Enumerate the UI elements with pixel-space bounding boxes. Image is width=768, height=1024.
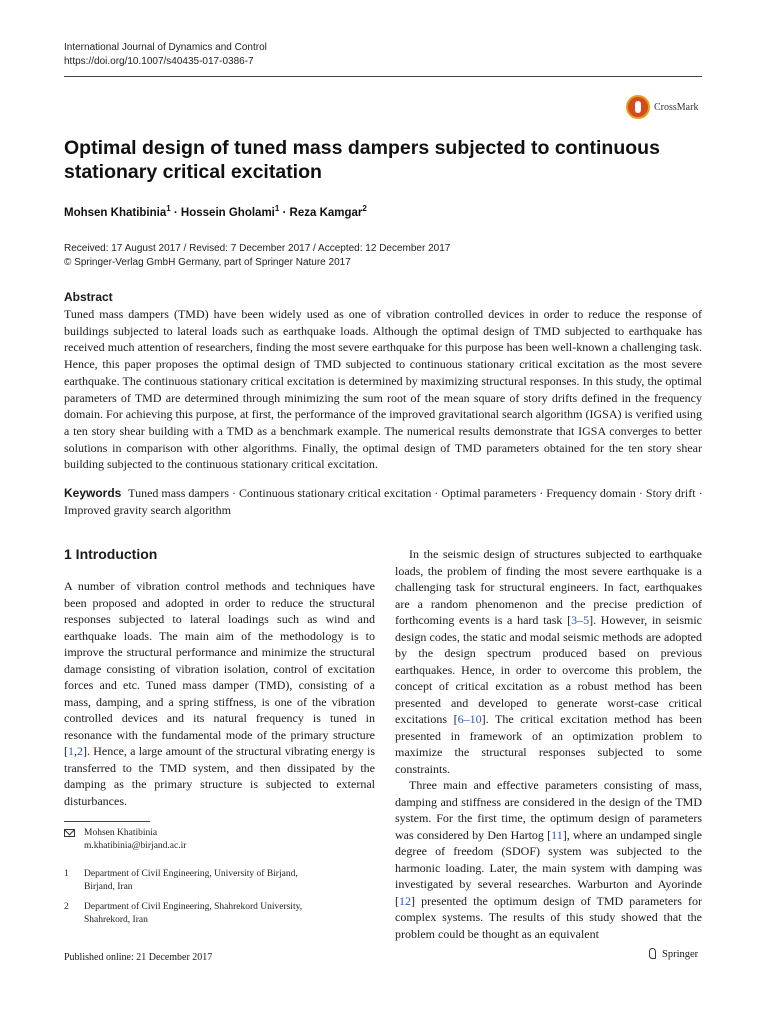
header-divider: [64, 76, 702, 77]
contact-name: Mohsen Khatibinia: [84, 828, 158, 838]
citation-link[interactable]: 3–5: [571, 613, 590, 627]
abstract-heading: Abstract: [64, 290, 113, 304]
contact-email[interactable]: m.khatibinia@birjand.ac.ir: [84, 841, 187, 851]
copyright-line: © Springer-Verlag GmbH Germany, part of Springer Nature 2017: [64, 257, 351, 268]
publisher-name: Springer: [662, 948, 699, 960]
journal-name: International Journal of Dynamics and Control: [64, 42, 267, 53]
crossmark-label: CrossMark: [654, 101, 699, 113]
author-list: Mohsen Khatibinia$^1$ · Hossein Gholami$^1$ · Reza Kamgar$^2$: [64, 204, 367, 219]
author-name[interactable]: Mohsen Khatibinia: [64, 206, 167, 219]
corresponding-author: [84, 827, 186, 853]
springer-horse-icon: [648, 948, 658, 960]
citation-link[interactable]: 12: [399, 893, 411, 908]
keywords: [64, 485, 704, 518]
crossmark-badge[interactable]: [626, 92, 698, 122]
publisher-logo: [648, 948, 698, 960]
keywords-label: Keywords: [64, 486, 122, 500]
citation-link[interactable]: 2: [77, 744, 83, 758]
affiliation-number: 2: [64, 902, 69, 912]
doi-link[interactable]: https://doi.org/10.1007/s40435-017-0386-7: [64, 56, 254, 67]
body-column-right: [395, 546, 702, 942]
abstract-text: Tuned mass dampers (TMD) have been widely used as one of vibration controlled devices in order to reduce the response of buildings subjected to lateral loads such as earthquake loads. Although the optimal design of TMD subjected to earthquake has received much attention of researchers, finding the most severe earthquake for this purpose has been well-known a challenging task. Hence, this paper proposes the optimal design of TMD subjected to continuous stationary critical excitation as the most severe earthquake. The continuous stationary critical excitation is determined by maximizing structural responses. In this study, the optimal parameters of TMD are determined through minimizing the sum root of the mean square of story drifts defined in the frequency domain. For achieving this purpose, at first, the performance of the improved gravitational search algorithm (IGSA) is verified using a ten story shear building with a TMD as a benchmark example. The numerical results demonstrate that IGSA converges to better solutions in comparison with other algorithms. Finally, the optimal design of TMD parameters obtained for the ten story shear building subjected to the continuous stationary critical excitation.: [64, 307, 702, 472]
citation-link[interactable]: 1: [68, 744, 74, 758]
footnote-divider: [64, 821, 150, 822]
paragraph: Three main and effective parameters consisting of mass, damping and stiffness are considered in the design of the TMD system. For the first time, the optimum design of parameters was considered by Den Hartog [11], where an undamped single degree of freedom (SDOF) system was subjected to the harmonic loading. Later, the main system with damping was investigated by several researches. Warburton and Ayorinde [12] presented the optimum design of TMD parameters for complex systems. The results of this study showed that the problem could be thought as an equivalent: [395, 778, 702, 941]
paragraph: In the seismic design of structures subjected to earthquake loads, the problem of finding the most severe earthquake is a challenging task for structural engineers. In fact, earthquakes are a random phenomenon and the precise prediction of forthcoming events is a hard task [3–5]. However, in seismic design codes, the static and modal seismic methods are adopted by the design spectrum produced based on previous earthquakes. Hence, in order to overcome this problem, the concept of critical excitation as a robust method has been presented and developed to generate worst-case critical excitations [6–10]. The critical excitation method has been presented in framework of an optimization problem to maximize the structural responses subjected to some constraints.: [395, 547, 703, 776]
keywords-text: Tuned mass dampers · Continuous stationary critical excitation · Optimal parameters · Frequency domain · Story drift · Improved gravity search algorithm: [64, 486, 703, 517]
author-affiliation-mark: 1: [166, 204, 171, 213]
citation-link[interactable]: 11: [551, 827, 563, 842]
author-name[interactable]: Hossein Gholami: [180, 206, 275, 219]
affiliation-number: 1: [64, 869, 69, 879]
journal-header: [64, 41, 267, 69]
author-affiliation-mark: 2: [362, 204, 367, 213]
affiliation-1: Department of Civil Engineering, University of Birjand, Birjand, Iran: [84, 869, 298, 892]
author-affiliation-mark: 1: [274, 204, 280, 213]
paper-title: Optimal design of tuned mass dampers subjected to continuous stationary critical excitation: [64, 137, 660, 183]
envelope-icon: [64, 829, 75, 837]
crossmark-icon: [626, 95, 650, 119]
author-name[interactable]: Reza Kamgar: [289, 206, 363, 219]
publication-history: [64, 242, 450, 270]
affiliation-2: Department of Civil Engineering, Shahrekord University, Shahrekord, Iran: [84, 902, 303, 925]
section-heading: 1 Introduction: [64, 546, 158, 562]
published-date: Published online: 21 December 2017: [64, 952, 213, 963]
citation-link[interactable]: 6–10: [457, 712, 482, 726]
paragraph: A number of vibration control methods and techniques have been proposed and adopted in order to reduce the structural responses subjected to lateral loadings such as wind and earthquake loads. The main aim of the methodology is to improve the structural performance and minimize the structural damage consisting of vibration isolation, control of excitation forces and etc. Tuned mass damper (TMD), consisting of a mass, damping, and a spring stiffness, is one of the vibration controlled devices and its natural frequency is tuned in resonance with the fundamental mode of the primary structure [1,2]. Hence, a large amount of the structural vibrating energy is transferred to the TMD system, and then dissipated by the damping as the primary structure is subjected to external disturbances.: [64, 579, 375, 808]
received-dates: Received: 17 August 2017 / Revised: 7 December 2017 / Accepted: 12 December 2017: [64, 243, 451, 254]
body-column-left: [64, 578, 375, 809]
